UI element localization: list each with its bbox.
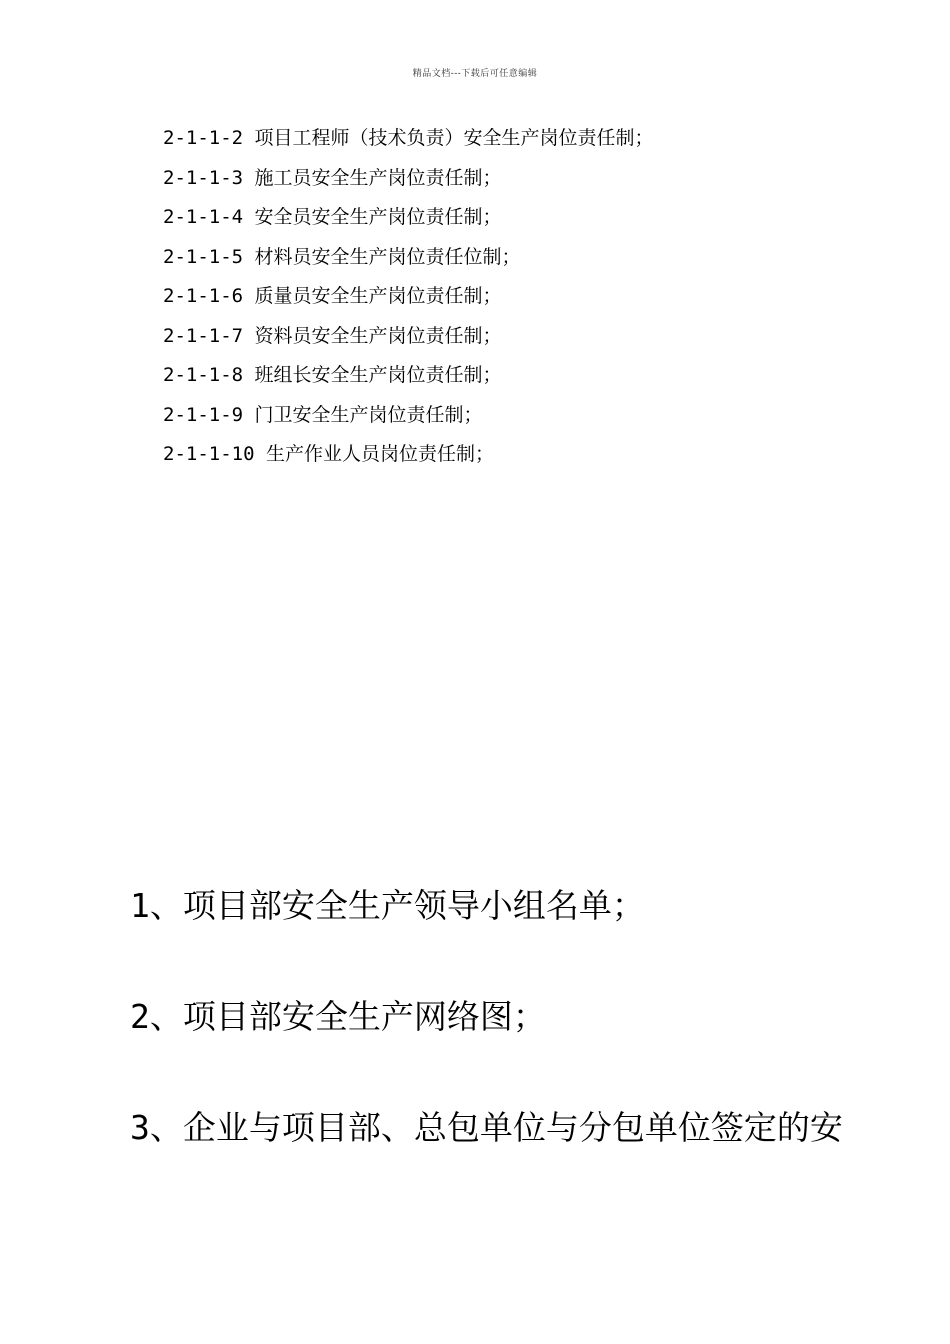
list-item: 2-1-1-5 材料员安全生产岗位责任位制； <box>163 245 521 268</box>
list-item: 2-1-1-4 安全员安全生产岗位责任制； <box>163 206 502 228</box>
main-item: 3、企业与项目部、总包单位与分包单位签定的安 <box>130 1108 843 1147</box>
main-item-list <box>130 884 843 1217</box>
main-item: 1、项目部安全生产领导小组名单； <box>130 886 645 925</box>
page-header: 精品文档---下载后可任意编辑 <box>412 69 538 79</box>
list-item: 2-1-1-8 班组长安全生产岗位责任制； <box>163 364 502 386</box>
list-item: 2-1-1-9 门卫安全生产岗位责任制； <box>163 403 483 426</box>
list-item: 2-1-1-7 资料员安全生产岗位责任制； <box>163 324 502 347</box>
list-item: 2-1-1-6 质量员安全生产岗位责任制； <box>163 285 502 307</box>
main-item: 2、项目部安全生产网络图； <box>130 997 546 1036</box>
list-item: 2-1-1-10 生产作业人员岗位责任制； <box>163 443 494 465</box>
list-item: 2-1-1-2 项目工程师（技术负责）安全生产岗位责任制； <box>163 127 654 149</box>
responsibility-list <box>163 124 654 480</box>
list-item: 2-1-1-3 施工员安全生产岗位责任制； <box>163 166 502 189</box>
